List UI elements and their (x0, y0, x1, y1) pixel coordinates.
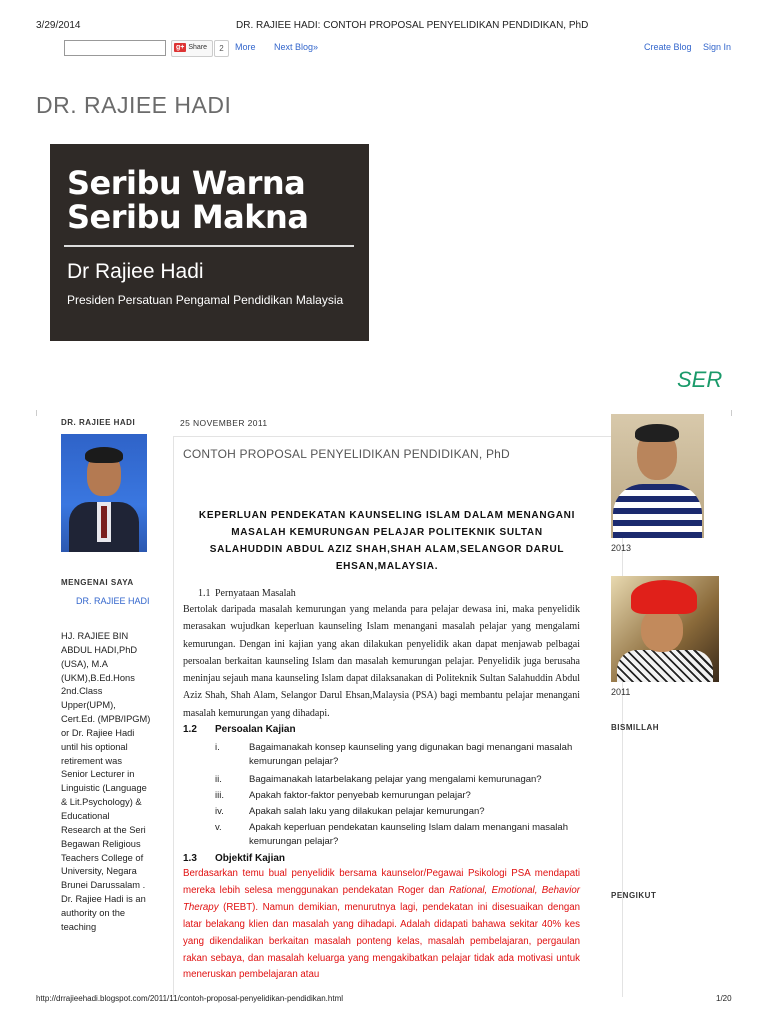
sign-in-link[interactable]: Sign In (703, 42, 732, 52)
question-text: Apakah salah laku yang dilakukan pelajar kemurungan? (249, 806, 485, 817)
marquee-text: SER (677, 367, 723, 392)
followers-heading: PENGIKUT (611, 891, 657, 900)
next-blog-link[interactable]: Next Blog» (274, 42, 319, 52)
section-title: Pernyataan Masalah (215, 588, 296, 599)
profile-bio: HJ. RAJIEE BIN ABDUL HADI,PhD (USA), M.A (UKM),B.Ed.Hons 2nd.Class Upper(UPM), Cert.Ed. (MPB/IPGM) or Dr. Rajiee Hadi until his optional retirement was Senior Lecturer in Linguistic (Language & Lit.Psychology) & Educational Research at the Seri Begawan Religious Teachers College of University, Negara Brunei Darussalam . Dr. Rajiee Hadi is an authority on the teaching (61, 631, 151, 932)
question-text: Bagaimanakah latarbelakang pelajar yang mengalami kemurunagan? (249, 774, 542, 785)
photo-2013[interactable] (611, 414, 704, 538)
photo-caption: 2013 (611, 543, 632, 553)
sidebar-heading: DR. RAJIEE HADI (61, 418, 136, 427)
post-title[interactable]: CONTOH PROPOSAL PENYELIDIKAN PENDIDIKAN, PhD (183, 447, 510, 461)
photo-caption: 2011 (611, 687, 631, 697)
share-label: Share (188, 44, 208, 51)
photo-2011[interactable] (611, 576, 719, 682)
share-count: 2 (214, 40, 229, 57)
question-number: ii. (215, 774, 222, 785)
more-link[interactable]: More (235, 42, 256, 52)
question-number: i. (215, 742, 220, 753)
section-number: 1.3 (183, 853, 197, 864)
about-heading: MENGENAI SAYA (61, 578, 134, 587)
question-number: iv. (215, 806, 224, 817)
section-title: Objektif Kajian (215, 853, 286, 864)
column-divider (731, 410, 732, 416)
section-number: 1.1 (198, 588, 211, 599)
banner-subtitle: Presiden Persatuan Pengamal Pendidikan Malaysia (67, 293, 344, 307)
question-number: iii. (215, 790, 224, 801)
section-number: 1.2 (183, 724, 197, 735)
print-date: 3/29/2014 (36, 20, 81, 31)
profile-name-link[interactable]: DR. RAJIEE HADI (76, 596, 150, 606)
blog-title[interactable]: DR. RAJIEE HADI (36, 92, 232, 118)
print-url: http://drrajieehadi.blogspot.com/2011/11/contoh-proposal-penyelidikan-pendidikan.html (36, 994, 344, 1003)
gplus-icon: g+ (176, 44, 185, 51)
problem-statement-text: Bertolak daripada masalah kemurungan yang melanda para pelajar dewasa ini, maka penyelidik merasakan wujudkan keperluan kaunseling Islam menangani masalah pelajar yang mengalami kemurungan. Dengan ini kajian yang akan dilakukan penyelidik akan dapat menjawab pelbagai persoalan berkaitan kaunseling Islam dan masalah kemurungan pelajar. Penyelidik juga berusaha meninjau sejauh mana kaunseling Islam dapat dilaksanakan di Politeknik Sultan Salahuddin Abdul Aziz Shah, Shah Alam, Selangor Darul Ehsan,Malaysia (PSA) bagi membantu pelajar menangani masalah kemurungan yang dihadapi. (183, 604, 580, 719)
navbar-search-input[interactable] (64, 40, 166, 56)
header-banner (50, 144, 369, 341)
banner-divider (64, 245, 354, 247)
banner-line1: Seribu Warna (67, 164, 306, 202)
banner-name: Dr Rajiee Hadi (67, 260, 204, 283)
print-title: DR. RAJIEE HADI: CONTOH PROPOSAL PENYELIDIKAN PENDIDIKAN, PhD (236, 20, 589, 31)
question-text: Apakah keperluan pendekatan kaunseling Islam dalam menangani masalah kemurungan pelajar? (249, 822, 568, 847)
proposal-heading: KEPERLUAN PENDEKATAN KAUNSELING ISLAM DALAM MENANGANI MASALAH KEMURUNGAN PELAJAR POLITEKNIK SULTAN SALAHUDDIN ABDUL AZIZ SHAH,SHAH ALAM,SELANGOR DARUL EHSAN,MALAYSIA. (198, 510, 576, 572)
banner-line2: Seribu Makna (67, 198, 309, 236)
profile-photo[interactable] (61, 434, 147, 552)
objective-text: Berdasarkan temu bual penyelidik bersama kaunselor/Pegawai Psikologi PSA mendapati mereka lebih selesa menggunakan pendekatan Roger dan Rational, Emotional, Behavior Therapy (REBT). Namun demikian, menurutnya lagi, pendekatan ini disesuaikan dengan latar belakang klien dan masalah yang dihadapi. Adalah didapati bahawa sekitar 40% kes yang dikendalikan berkaitan masalah ponteng kelas, masalah pembelajaran, pergaulan rakan sebaya, dan masalah keluarga yang mengakibatkan pelajar tidak ada motivasi untuk meneruskan pembelajaran atau (183, 868, 581, 981)
column-divider (36, 410, 37, 416)
question-text: Apakah faktor-faktor penyebab kemurungan pelajar? (249, 790, 471, 801)
post-date: 25 NOVEMBER 2011 (180, 418, 268, 428)
create-blog-link[interactable]: Create Blog (644, 42, 692, 52)
print-page-number: 1/20 (716, 994, 732, 1003)
bismillah-heading: BISMILLAH (611, 723, 660, 732)
section-title: Persoalan Kajian (215, 724, 296, 735)
gplus-share-button[interactable] (171, 40, 213, 57)
question-text: Bagaimanakah konsep kaunseling yang digunakan bagi menangani masalah kemurungan pelajar? (249, 742, 573, 767)
question-number: v. (215, 822, 222, 833)
